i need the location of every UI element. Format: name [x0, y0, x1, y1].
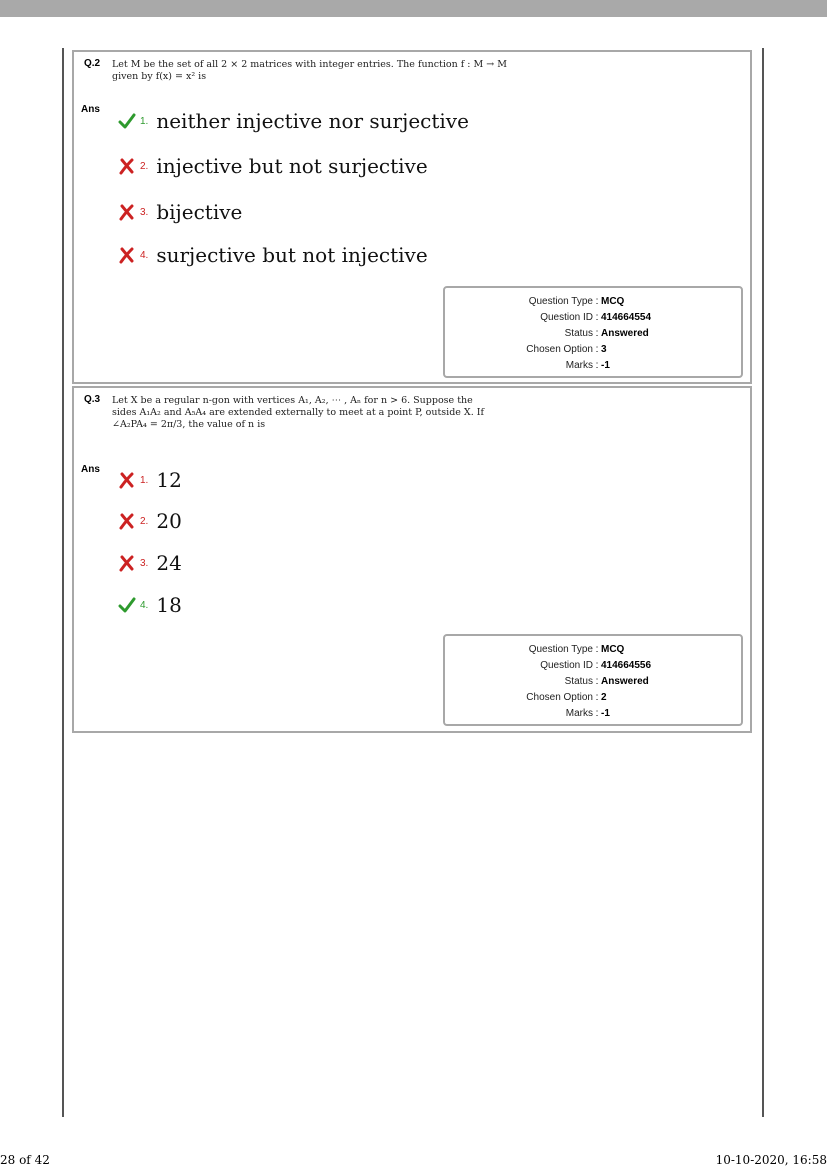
question-text-line: Let X be a regular n-gon with vertices A₁, A₂, ⋯ , Aₙ for n > 6. Suppose the — [112, 395, 473, 406]
option-1 — [118, 466, 182, 494]
info-row: Question Type : MCQ — [445, 294, 741, 310]
cross-icon — [118, 203, 136, 221]
info-label: Status — [564, 676, 593, 687]
option-text: neither injective nor surjective — [156, 109, 469, 133]
option-text: 24 — [156, 551, 182, 575]
checkmark-icon — [118, 112, 136, 130]
info-value: 3 — [601, 344, 607, 355]
ans-label: Ans — [81, 464, 100, 475]
question-text-line: sides A₁A₂ and A₅A₄ are extended externally to meet at a point P, outside X. If — [112, 407, 485, 418]
cross-icon — [118, 471, 136, 489]
info-label: Question ID — [540, 312, 593, 323]
info-row: Status : Answered — [445, 326, 741, 342]
info-value: -1 — [601, 708, 610, 719]
option-text: 12 — [156, 468, 182, 492]
option-1 — [118, 107, 469, 135]
info-row: Chosen Option : 3 — [445, 342, 741, 358]
option-number: 1. — [140, 115, 149, 127]
cross-icon — [118, 246, 136, 264]
option-text: bijective — [156, 200, 243, 224]
info-value: Answered — [601, 328, 649, 339]
question-text-line: ∠A₂PA₄ = 2π/3, the value of n is — [112, 419, 266, 430]
question-number: Q.3 — [84, 394, 101, 405]
cross-icon — [118, 554, 136, 572]
option-number: 3. — [140, 557, 149, 569]
option-number: 1. — [140, 474, 149, 486]
option-4 — [118, 591, 182, 619]
info-label: Marks — [565, 708, 593, 719]
option-number: 4. — [140, 249, 149, 261]
option-text: 20 — [156, 509, 182, 533]
option-number: 4. — [140, 599, 149, 611]
info-value: 2 — [601, 692, 607, 703]
info-label: Marks — [565, 360, 593, 371]
info-value: MCQ — [601, 296, 625, 307]
top-bar — [0, 0, 827, 17]
option-number: 2. — [140, 515, 149, 527]
info-label: Question ID — [540, 660, 593, 671]
option-2 — [118, 507, 182, 535]
info-row: Status : Answered — [445, 674, 741, 690]
question-text-line: Let M be the set of all 2 × 2 matrices with integer entries. The function f : M → M — [112, 59, 507, 70]
option-text: injective but not surjective — [156, 154, 428, 178]
info-value: MCQ — [601, 644, 625, 655]
info-value: Answered — [601, 676, 649, 687]
option-text: surjective but not injective — [156, 243, 428, 267]
option-text: 18 — [156, 593, 182, 617]
info-label: Question Type — [528, 644, 593, 655]
info-row: Question ID : 414664556 — [445, 658, 741, 674]
question-text — [112, 59, 582, 83]
cross-icon — [118, 512, 136, 530]
info-row: Question ID : 414664554 — [445, 310, 741, 326]
question-box-q2 — [72, 50, 752, 384]
right-margin-line — [762, 48, 764, 1117]
option-3 — [118, 549, 182, 577]
page-number: 28 of 42 — [0, 1153, 50, 1167]
print-datetime: 10-10-2020, 16:58 — [715, 1153, 827, 1167]
info-label: Chosen Option — [526, 344, 593, 355]
info-value: 414664556 — [601, 660, 652, 671]
option-number: 2. — [140, 160, 149, 172]
checkmark-icon — [118, 596, 136, 614]
option-2 — [118, 152, 428, 180]
info-row: Question Type : MCQ — [445, 642, 741, 658]
question-info-panel — [443, 286, 743, 378]
cross-icon — [118, 157, 136, 175]
info-row: Marks : -1 — [445, 358, 741, 374]
question-box-q3 — [72, 386, 752, 733]
info-value: -1 — [601, 360, 610, 371]
option-4 — [118, 241, 428, 269]
info-row: Chosen Option : 2 — [445, 690, 741, 706]
info-value: 414664554 — [601, 312, 652, 323]
left-margin-line — [62, 48, 64, 1117]
question-number: Q.2 — [84, 58, 101, 69]
option-3 — [118, 198, 242, 226]
info-row: Marks : -1 — [445, 706, 741, 722]
question-info-panel — [443, 634, 743, 726]
question-text — [112, 395, 582, 431]
ans-label: Ans — [81, 104, 100, 115]
info-label: Chosen Option — [526, 692, 593, 703]
info-label: Status — [564, 328, 593, 339]
question-text-line: given by f(x) = x² is — [112, 71, 207, 82]
info-label: Question Type — [528, 296, 593, 307]
option-number: 3. — [140, 206, 149, 218]
